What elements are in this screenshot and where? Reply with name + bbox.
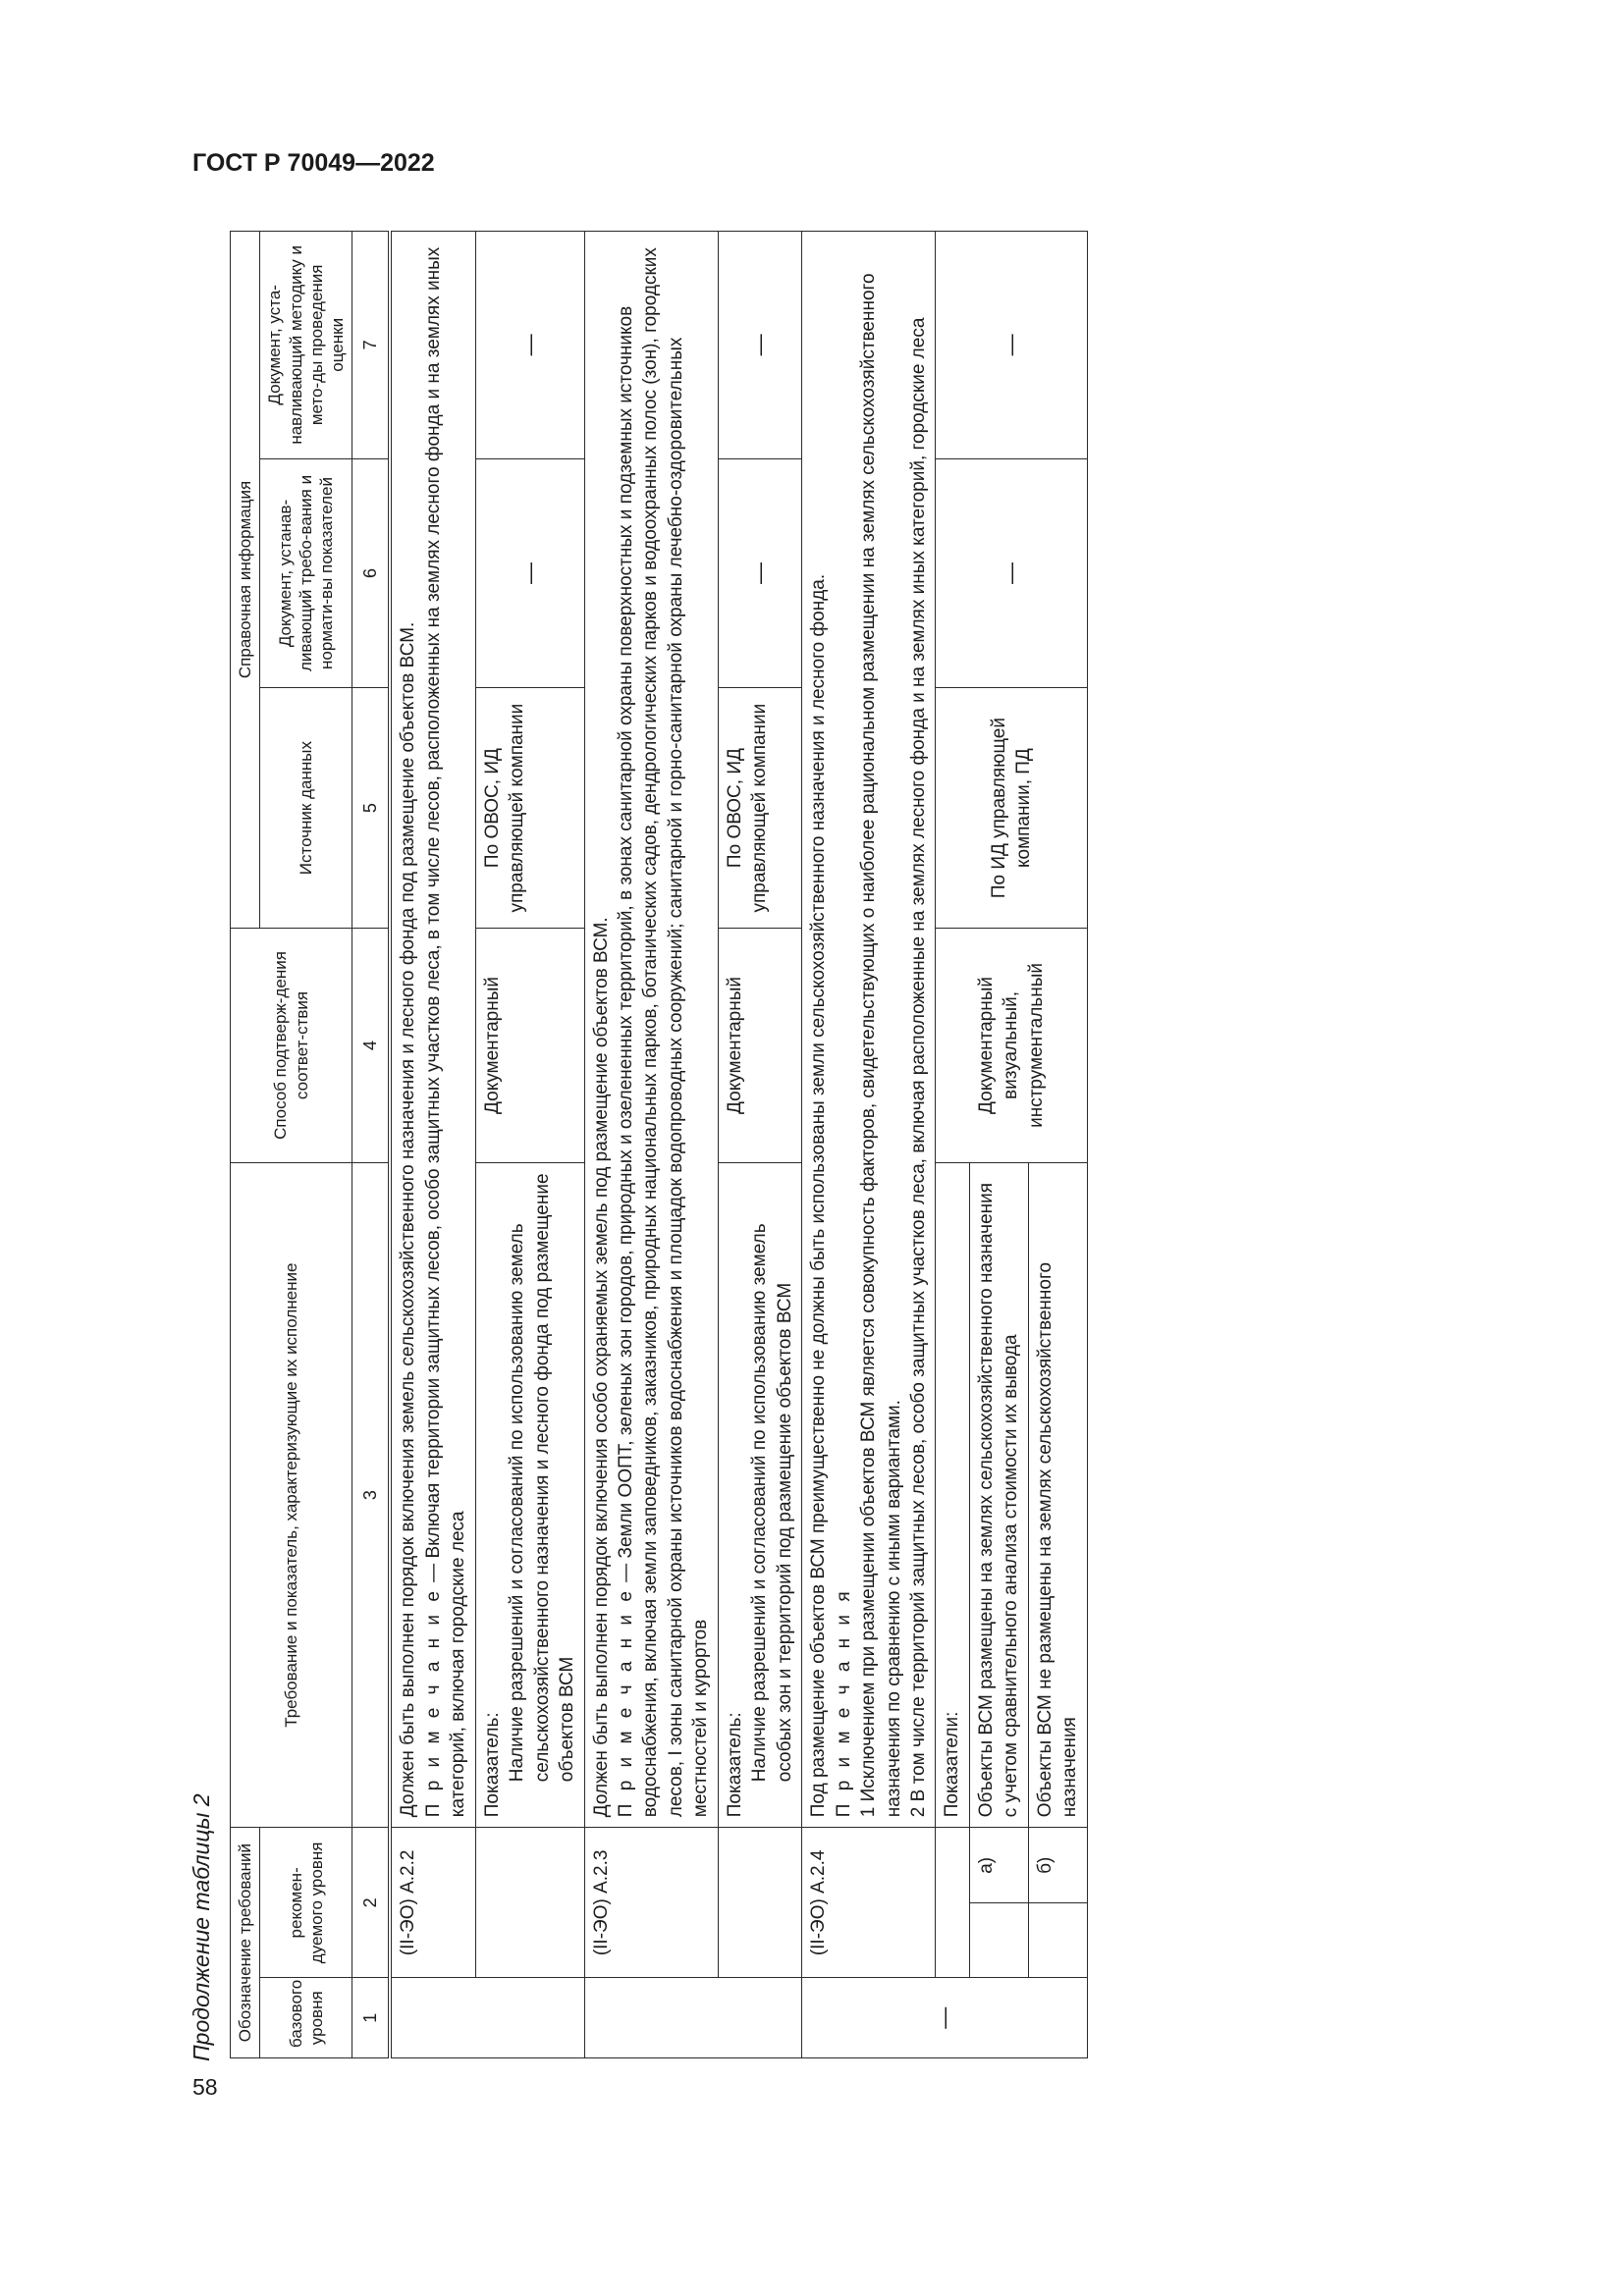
note-text: — Включая территории защитных лесов, особо защитных участков леса, в том числе лесов, расположенных на землях лесного фонда и на землях иных категорий, включая городские леса xyxy=(422,246,469,1818)
indicator-label: Показатель: xyxy=(481,1712,503,1818)
doc-requirements-value: — xyxy=(936,458,1087,688)
basic-level-header: базового уровня xyxy=(260,1978,352,2058)
data-source: По ОВОС, ИД управляющей компании xyxy=(475,688,584,929)
verification-method: Документарный xyxy=(718,928,801,1162)
column-number: 5 xyxy=(352,688,391,929)
indicator-label: Показатель: xyxy=(724,1712,745,1818)
document-id: ГОСТ Р 70049—2022 xyxy=(192,149,435,177)
doc-requirements-value: — xyxy=(718,458,801,688)
requirements-table xyxy=(230,231,1088,2058)
notes-label: П р и м е ч а н и я xyxy=(833,1587,854,1818)
column-number: 2 xyxy=(352,1828,391,1978)
column-number: 1 xyxy=(352,1978,391,2058)
data-source: По ОВОС, ИД управляющей компании xyxy=(718,688,801,929)
requirement-header: Требование и показатель, характеризующие их исполнение xyxy=(231,1163,352,1828)
designation-group-header: Обозначение требований xyxy=(231,1828,260,2058)
column-number: 4 xyxy=(352,928,391,1162)
requirement-code: (II-ЭО) А.2.4 xyxy=(802,1828,936,1978)
indicators-header-row-a224 xyxy=(936,232,969,2058)
verification-method: Документарный xyxy=(475,928,584,1162)
requirement-note-1: 1 Исключением при размещении объектов ВСМ является совокупность факторов, свидетельствующих о наиболее рациональном размещении на землях сельскохозяйственного назначения по сравнению с иными вариантами. xyxy=(858,273,904,1818)
rotated-table-wrapper xyxy=(230,231,1498,2058)
basic-level-cell: — xyxy=(802,1978,1088,2058)
requirement-text-cell xyxy=(390,232,475,1828)
note-label: П р и м е ч а н и е xyxy=(615,1587,636,1818)
requirement-note xyxy=(614,241,714,1817)
requirement-text: Должен быть выполнен порядок включения земель сельскохозяйственного назначения и лесного фонда под размещение объектов ВСМ. xyxy=(398,621,419,1818)
requirement-row-a222 xyxy=(390,232,475,2058)
page-number: 58 xyxy=(192,2074,218,2100)
recommended-level-cell xyxy=(969,1903,1028,1978)
doc-requirements-value: — xyxy=(475,458,584,688)
sub-item-letter: а) xyxy=(969,1828,1028,1903)
basic-level-cell xyxy=(584,1978,802,2058)
recommended-level-cell xyxy=(936,1828,969,1978)
recommended-level-cell xyxy=(718,1828,801,1978)
recommended-level-cell xyxy=(475,1828,584,1978)
doc-requirements-header: Документ, устанав-ливающий требо-вания и нормати-вы показателей xyxy=(260,458,352,688)
indicator-row-a223 xyxy=(718,232,801,2058)
indicator-cell xyxy=(475,1163,584,1828)
verification-method: Документарный визуальный, инструментальный xyxy=(936,928,1087,1162)
doc-methods-value: — xyxy=(718,232,801,459)
data-source-header: Источник данных xyxy=(260,688,352,929)
note-text: — Земли ООПТ, зеленых зон городов, природных и озелененных территорий, в зонах санитарной охраны поверхностных и подземных источников водоснабжения, включая земли заповедников, заказников, природных национальных парков, ботанических садов, дендрологических парков и водоохранных полос (зон), городских лесов, I зоны санитарной охраны источников водоснабжения и площадок водопроводных сооружений; санитарной и горно-санитарной охраны лечебно-оздоровительных местностей и курортов xyxy=(615,247,712,1818)
recommended-level-cell xyxy=(1028,1903,1087,1978)
basic-level-cell xyxy=(390,1978,584,2058)
method-header: Способ подтверж-дения соответ-ствия xyxy=(231,928,352,1162)
requirement-text: Должен быть выполнен порядок включения особо охраняемых земель под размещение объектов ВСМ. xyxy=(590,917,612,1818)
sub-item-letter: б) xyxy=(1028,1828,1087,1903)
sub-item-text: Объекты ВСМ размещены на землях сельскохозяйственного назначения с учетом сравнительного анализа стоимости их вывода xyxy=(969,1163,1028,1828)
requirement-row-a224 xyxy=(802,232,936,2058)
doc-methods-value: — xyxy=(475,232,584,459)
table-caption: Продолжение таблицы 2 xyxy=(189,1793,214,2061)
recommended-level-header: рекомен-дуемого уровня xyxy=(260,1828,352,1978)
requirement-note-2: 2 В том числе территорий защитных лесов, особо защитных участков леса, включая расположенные на землях лесного фонда и на землях иных категорий, городские леса xyxy=(907,317,929,1818)
indicator-text: Наличие разрешений и согласований по использованию земель особых зон и территорий под размещение объектов ВСМ xyxy=(749,1223,795,1783)
requirement-row-a223 xyxy=(584,232,718,2058)
reference-group-header: Справочная информация xyxy=(231,232,260,929)
requirement-text: Под размещение объектов ВСМ преимущественно не должны быть использованы земли сельскохозяйственного назначения и лесного фонда. xyxy=(808,573,830,1818)
sub-item-text: Объекты ВСМ не размещены на землях сельскохозяйственного назначения xyxy=(1028,1163,1087,1828)
indicator-cell xyxy=(718,1163,801,1828)
indicator-row-a222 xyxy=(475,232,584,2058)
requirement-code: (II-ЭО) А.2.2 xyxy=(390,1828,475,1978)
note-label: П р и м е ч а н и е xyxy=(422,1587,444,1818)
indicator-text: Наличие разрешений и согласований по использованию земель сельскохозяйственного назначения и лесного фонда под размещение объектов ВСМ xyxy=(507,1173,578,1783)
requirement-text-cell xyxy=(584,232,718,1828)
requirement-note xyxy=(421,241,471,1817)
requirement-code: (II-ЭО) А.2.3 xyxy=(584,1828,718,1978)
column-number: 6 xyxy=(352,458,391,688)
column-number: 7 xyxy=(352,232,391,459)
doc-methods-header: Документ, уста-навливающий методику и мето-ды проведения оценки xyxy=(260,232,352,459)
column-number: 3 xyxy=(352,1163,391,1828)
header-row-1 xyxy=(231,232,260,2058)
doc-methods-value: — xyxy=(936,232,1087,459)
data-source: По ИД управляющей компании, ПД xyxy=(936,688,1087,929)
requirement-text-cell xyxy=(802,232,936,1828)
indicators-label: Показатели: xyxy=(936,1163,969,1828)
column-number-row xyxy=(352,232,391,2058)
